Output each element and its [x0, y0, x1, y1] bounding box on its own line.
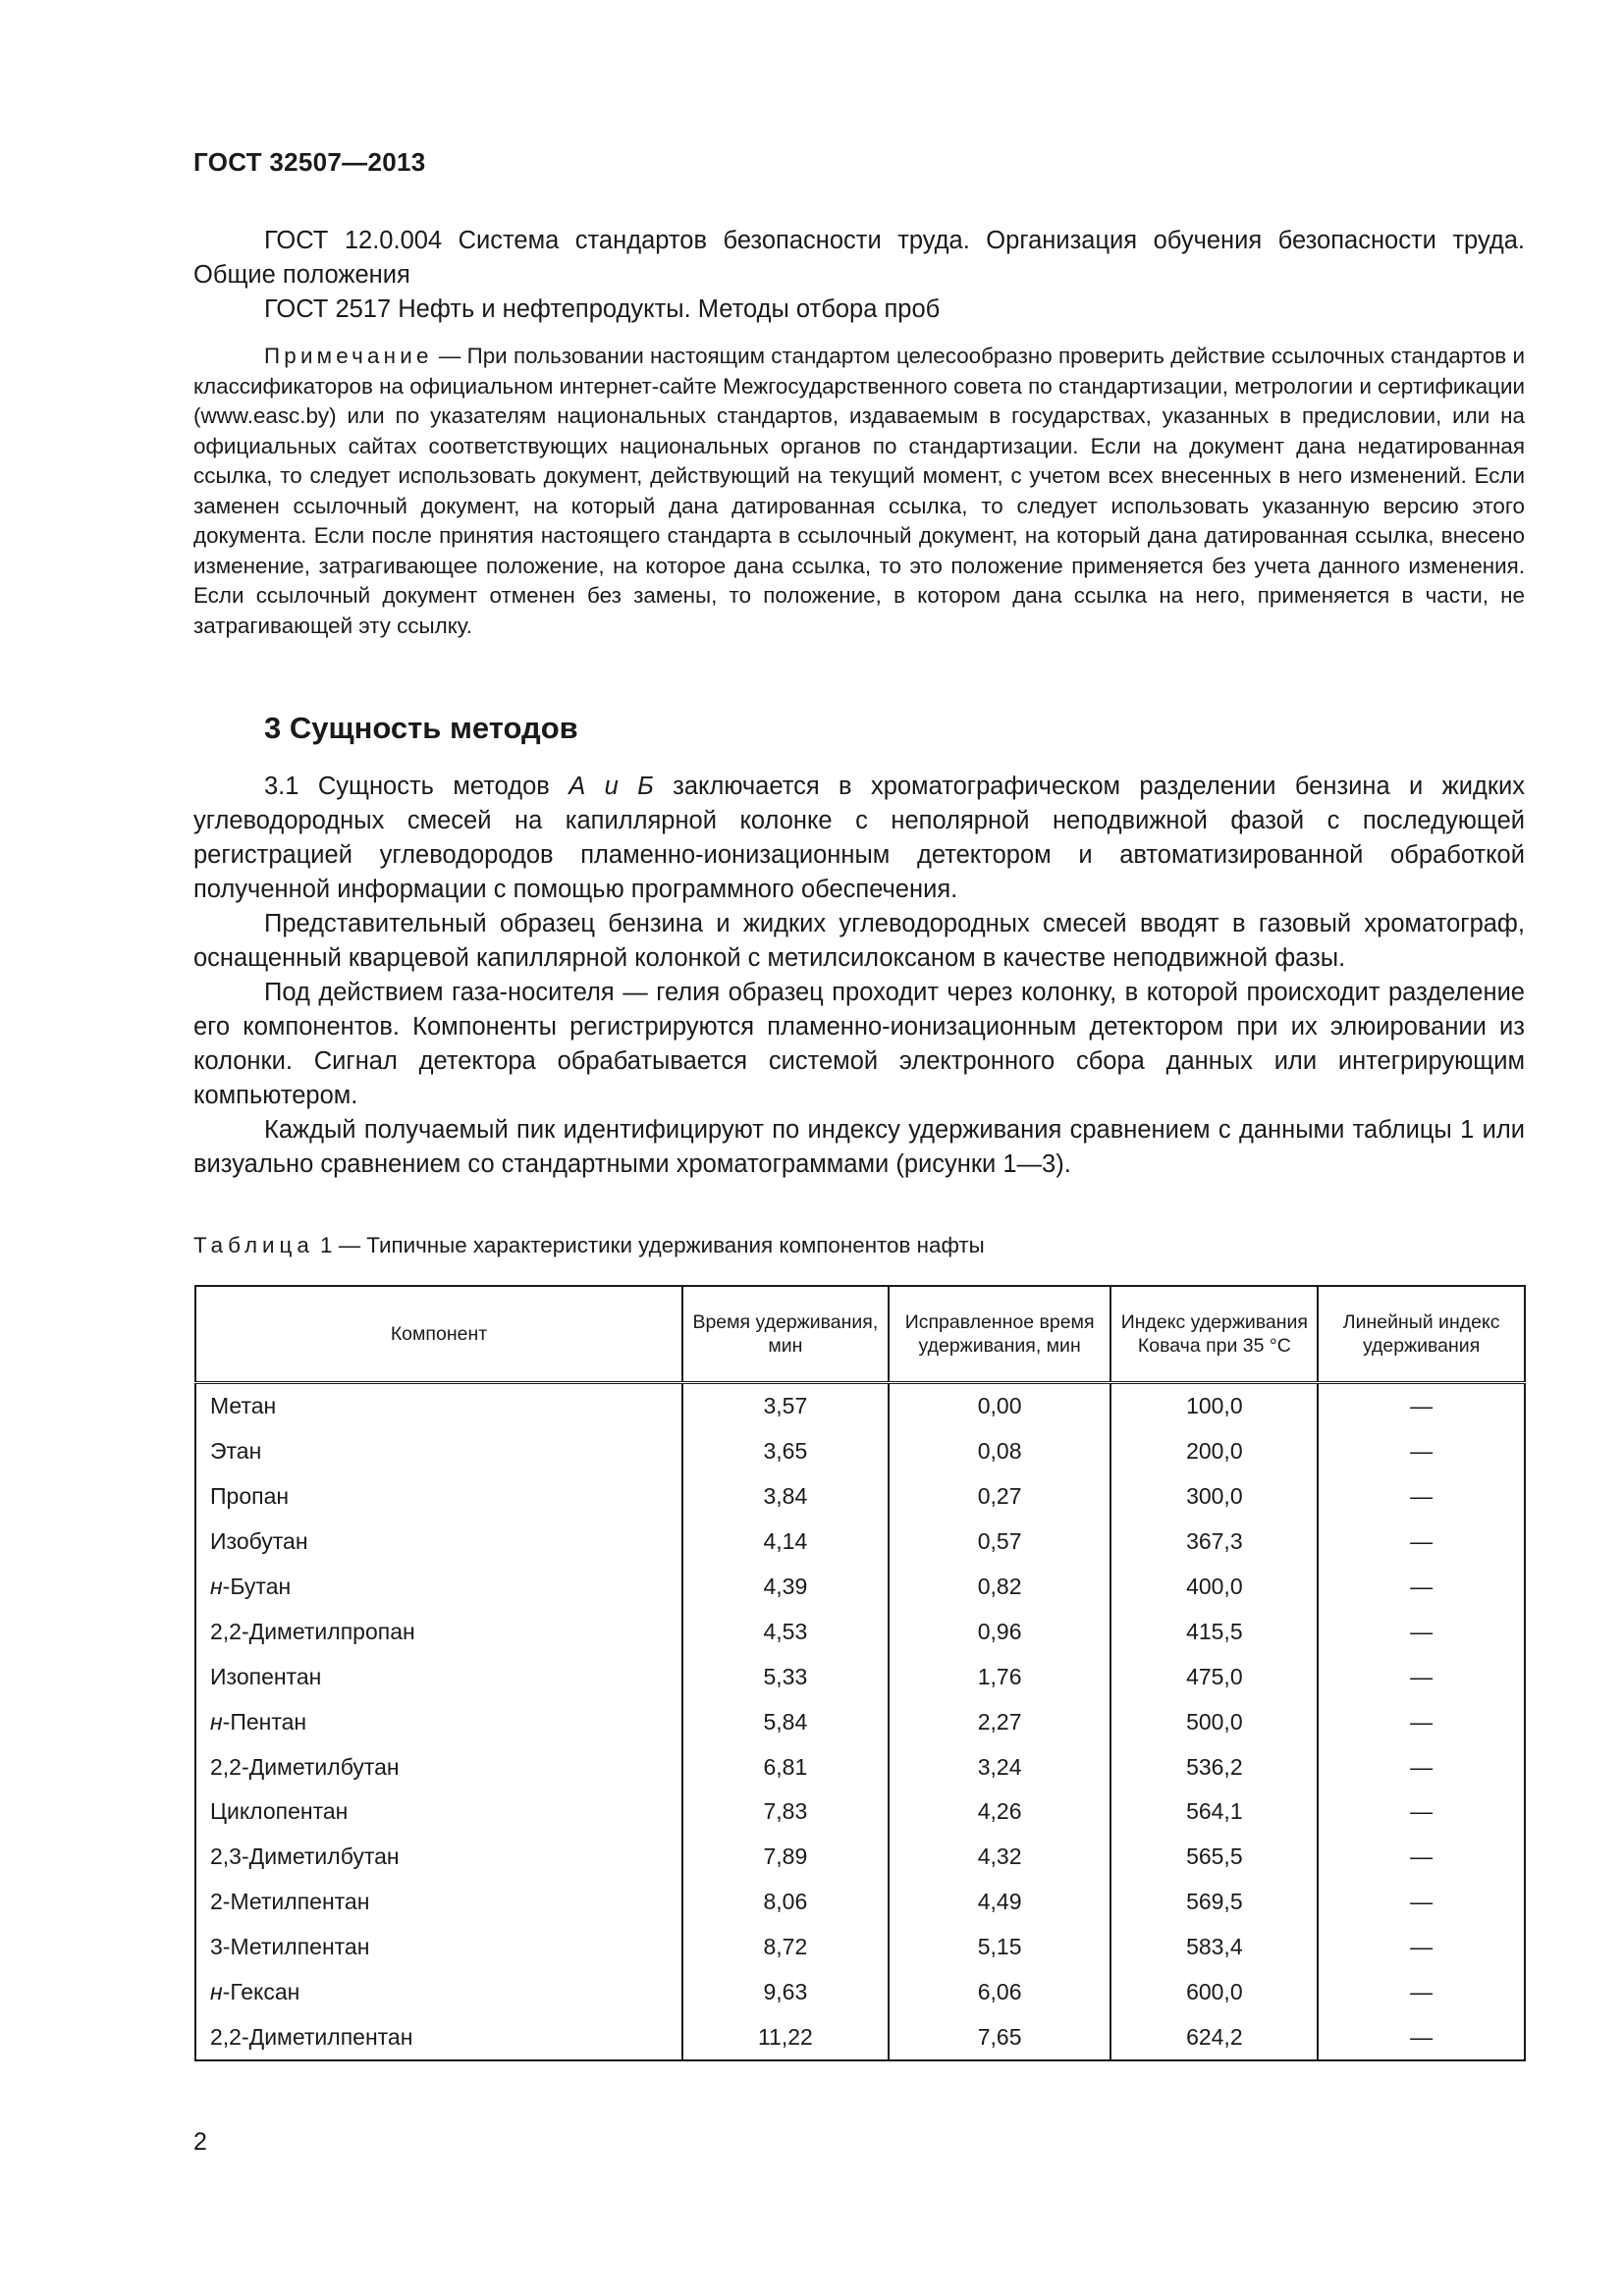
cell-retention-time: 4,39	[682, 1565, 889, 1610]
cell-linear-index: —	[1318, 1474, 1525, 1520]
cell-retention-time: 3,65	[682, 1429, 889, 1474]
cell-component	[195, 1699, 682, 1744]
cell-kovats-index: 600,0	[1110, 1970, 1318, 2015]
table-row	[195, 1835, 1525, 1880]
cell-component	[195, 1970, 682, 2015]
caption-label: Таблица	[193, 1233, 314, 1257]
header-kovats-index: Индекс удерживания Ковача при 35 °C	[1110, 1286, 1318, 1383]
cell-kovats-index: 564,1	[1110, 1789, 1318, 1835]
cell-retention-time: 9,63	[682, 1970, 889, 2015]
cell-linear-index: —	[1318, 2014, 1525, 2060]
cell-corrected-time: 4,32	[889, 1835, 1111, 1880]
normal-prefix: н	[210, 1979, 223, 2005]
table-row	[195, 1925, 1525, 1970]
cell-component	[195, 1383, 682, 1429]
reference-item: ГОСТ 2517 Нефть и нефтепродукты. Методы отбора проб	[264, 295, 941, 323]
cell-linear-index: —	[1318, 1699, 1525, 1744]
cell-linear-index: —	[1318, 1383, 1525, 1429]
methods-italic: А и Б	[568, 773, 654, 800]
component-name: Метан	[210, 1393, 277, 1419]
cell-corrected-time: 4,49	[889, 1880, 1111, 1925]
table-row	[195, 1520, 1525, 1565]
cell-retention-time: 8,72	[682, 1925, 889, 1970]
cell-linear-index: —	[1318, 1744, 1525, 1789]
cell-retention-time: 5,84	[682, 1699, 889, 1744]
cell-kovats-index: 100,0	[1110, 1383, 1318, 1429]
cell-kovats-index: 300,0	[1110, 1474, 1318, 1520]
paragraph: Каждый получаемый пик идентифицируют по индексу удерживания сравнением с данными таблицы 1 или визуально сравнением со стандартными хроматограммами (рисунки 1—3).	[193, 1116, 1525, 1178]
cell-component	[195, 1925, 682, 1970]
cell-corrected-time: 0,00	[889, 1383, 1111, 1429]
component-name: 2,2-Диметилпропан	[210, 1618, 415, 1644]
paragraph-3-1	[193, 770, 1525, 907]
table-row	[195, 1699, 1525, 1744]
cell-component	[195, 1565, 682, 1610]
cell-linear-index: —	[1318, 1565, 1525, 1610]
cell-kovats-index: 500,0	[1110, 1699, 1318, 1744]
header-linear-index: Линейный индекс удерживания	[1318, 1286, 1525, 1383]
retention-table	[194, 1285, 1526, 2061]
component-name: 2,2-Диметилпентан	[210, 2023, 413, 2050]
header-component: Компонент	[195, 1286, 682, 1383]
page-number: 2	[193, 2128, 207, 2156]
note-label: Примечание	[264, 344, 433, 368]
cell-linear-index: —	[1318, 1925, 1525, 1970]
cell-retention-time: 11,22	[682, 2014, 889, 2060]
table-row	[195, 1880, 1525, 1925]
component-name: -Бутан	[222, 1574, 292, 1599]
cell-corrected-time: 0,82	[889, 1565, 1111, 1610]
cell-component	[195, 1474, 682, 1520]
reference-item: ГОСТ 12.0.004 Система стандартов безопасности труда. Организация обучения безопасности труда. Общие положения	[193, 227, 1525, 289]
table-row	[195, 1609, 1525, 1654]
table-body	[195, 1383, 1525, 2061]
component-name: Изопентан	[210, 1663, 322, 1689]
paragraph: Под действием газа-носителя — гелия образец проходит через колонку, в которой происходит разделение его компонентов. Компоненты регистрируются пламенно-ионизационным детектором при их элюировании из колонки. Сигнал детектора обрабатывается системой электронного сбора данных или интегрирующим компьютером.	[193, 979, 1525, 1109]
section-body	[193, 770, 1525, 1182]
component-name: -Гексан	[222, 1979, 300, 2005]
component-name: Пропан	[210, 1483, 290, 1510]
cell-corrected-time: 7,65	[889, 2014, 1111, 2060]
cell-retention-time: 7,83	[682, 1789, 889, 1835]
cell-linear-index: —	[1318, 1520, 1525, 1565]
cell-kovats-index: 400,0	[1110, 1565, 1318, 1610]
table-header-row	[195, 1286, 1525, 1383]
cell-kovats-index: 536,2	[1110, 1744, 1318, 1789]
normal-prefix: н	[210, 1708, 223, 1735]
normative-references	[193, 224, 1525, 327]
caption-text: 1 — Типичные характеристики удерживания компонентов нафты	[313, 1233, 985, 1257]
cell-component	[195, 1744, 682, 1789]
component-name: 2,2-Диметилбутан	[210, 1753, 400, 1780]
cell-retention-time: 3,84	[682, 1474, 889, 1520]
cell-retention-time: 5,33	[682, 1654, 889, 1699]
note-dash: —	[432, 344, 467, 368]
text-run: 3.1 Сущность методов	[264, 773, 569, 800]
cell-component	[195, 1654, 682, 1699]
cell-corrected-time: 0,57	[889, 1520, 1111, 1565]
header-corrected-time: Исправленное время удерживания, мин	[889, 1286, 1111, 1383]
cell-kovats-index: 415,5	[1110, 1609, 1318, 1654]
component-name: Изобутан	[210, 1528, 308, 1555]
cell-component	[195, 1520, 682, 1565]
cell-corrected-time: 3,24	[889, 1744, 1111, 1789]
table-row	[195, 1970, 1525, 2015]
cell-kovats-index: 200,0	[1110, 1429, 1318, 1474]
cell-corrected-time: 1,76	[889, 1654, 1111, 1699]
cell-retention-time: 4,14	[682, 1520, 889, 1565]
cell-kovats-index: 624,2	[1110, 2014, 1318, 2060]
table-row	[195, 1744, 1525, 1789]
document-code: ГОСТ 32507—2013	[193, 147, 426, 177]
cell-component	[195, 1429, 682, 1474]
cell-retention-time: 8,06	[682, 1880, 889, 1925]
cell-component	[195, 2014, 682, 2060]
cell-linear-index: —	[1318, 1609, 1525, 1654]
cell-kovats-index: 367,3	[1110, 1520, 1318, 1565]
table-row	[195, 1565, 1525, 1610]
cell-corrected-time: 6,06	[889, 1970, 1111, 2015]
cell-retention-time: 7,89	[682, 1835, 889, 1880]
cell-kovats-index: 565,5	[1110, 1835, 1318, 1880]
table-row	[195, 1654, 1525, 1699]
table-caption	[193, 1233, 985, 1258]
cell-retention-time: 6,81	[682, 1744, 889, 1789]
cell-kovats-index: 475,0	[1110, 1654, 1318, 1699]
section-heading: 3 Сущность методов	[264, 711, 578, 745]
cell-linear-index: —	[1318, 1835, 1525, 1880]
cell-corrected-time: 0,08	[889, 1429, 1111, 1474]
component-name: 2-Метилпентан	[210, 1889, 370, 1915]
cell-kovats-index: 583,4	[1110, 1925, 1318, 1970]
cell-linear-index: —	[1318, 1654, 1525, 1699]
cell-linear-index: —	[1318, 1880, 1525, 1925]
cell-component	[195, 1609, 682, 1654]
cell-corrected-time: 4,26	[889, 1789, 1111, 1835]
note-text: При пользовании настоящим стандартом целесообразно проверить действие ссылочных стандартов и классификаторов на официальном интернет-сайте Межгосударственного совета по стандартизации, метрологии и сертификации (www.easc.by) или по указателям национальных стандартов, издаваемым в государствах, указанных в предисловии, или на официальных сайтах соответствующих национальных органов по стандартизации. Если на документ дана недатированная ссылка, то следует использовать документ, действующий на текущий момент, с учетом всех внесенных в него изменений. Если заменен ссылочный документ, на который дана датированная ссылка, то следует использовать указанную версию этого документа. Если после принятия настоящего стандарта в ссылочный документ, на который дана датированная ссылка, внесено изменение, затрагивающее положение, на которое дана ссылка, то это положение применяется без учета данного изменения. Если ссылочный документ отменен без замены, то положение, в котором дана ссылка на него, применяется в части, не затрагивающей эту ссылку.	[193, 344, 1525, 638]
cell-component	[195, 1789, 682, 1835]
cell-corrected-time: 5,15	[889, 1925, 1111, 1970]
table-row	[195, 1383, 1525, 1429]
text-run: заключается в хроматографическом разделении бензина и жидких углеводородных смесей на капиллярной колонке с неполярной неподвижной фазой с последующей регистрацией углеводородов пламенно-ионизационным детектором и автоматизированной обработкой полученной информации с помощью программного обеспечения.	[193, 773, 1525, 903]
cell-kovats-index: 569,5	[1110, 1880, 1318, 1925]
cell-linear-index: —	[1318, 1970, 1525, 2015]
component-name: Циклопентан	[210, 1798, 349, 1825]
table-row	[195, 2014, 1525, 2060]
cell-linear-index: —	[1318, 1429, 1525, 1474]
component-name: 3-Метилпентан	[210, 1934, 370, 1960]
cell-component	[195, 1835, 682, 1880]
cell-retention-time: 3,57	[682, 1383, 889, 1429]
table-row	[195, 1429, 1525, 1474]
cell-retention-time: 4,53	[682, 1609, 889, 1654]
cell-corrected-time: 0,96	[889, 1609, 1111, 1654]
normal-prefix: н	[210, 1574, 223, 1599]
header-retention-time: Время удерживания, мин	[682, 1286, 889, 1383]
cell-linear-index: —	[1318, 1789, 1525, 1835]
component-name: -Пентан	[222, 1708, 307, 1735]
paragraph: Представительный образец бензина и жидких углеводородных смесей вводят в газовый хроматограф, оснащенный кварцевой капиллярной колонкой с метилсилоксаном в качестве неподвижной фазы.	[193, 910, 1525, 972]
cell-component	[195, 1880, 682, 1925]
cell-corrected-time: 2,27	[889, 1699, 1111, 1744]
table-row	[195, 1789, 1525, 1835]
table-row	[195, 1474, 1525, 1520]
note-paragraph	[193, 342, 1525, 641]
component-name: Этан	[210, 1438, 262, 1465]
cell-corrected-time: 0,27	[889, 1474, 1111, 1520]
component-name: 2,3-Диметилбутан	[210, 1843, 400, 1870]
